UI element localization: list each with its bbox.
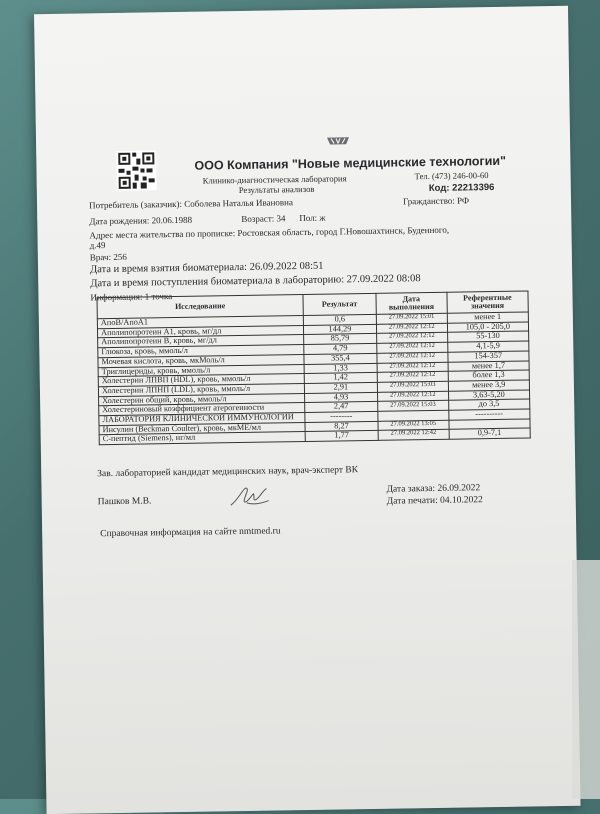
- test-date: 27.09.2022 15:03: [378, 401, 449, 412]
- test-result: 355,4: [304, 353, 377, 364]
- birth-date: Дата рождения: 20.06.1988: [89, 214, 193, 227]
- test-date: 27.09.2022 13:05: [378, 420, 449, 431]
- test-result: 0,6: [303, 314, 376, 325]
- lab-name: Клинико-диагностическая лаборатория: [202, 173, 347, 186]
- test-date: 27.09.2022 12:12: [377, 352, 448, 363]
- test-date: 27.09.2022 15:01: [376, 313, 447, 324]
- test-result: --------: [305, 411, 378, 422]
- test-reference: 3,63-5,20: [448, 390, 530, 401]
- sample-received-time: Дата и время поступления биоматериала в лабораторию: 27.09.2022 08:08: [90, 273, 421, 290]
- address-line-1: Адрес места жительства по прописке: Ростовская область, город Г.Новошахтинск, Буденного,: [89, 224, 450, 241]
- test-reference: менее 1,7: [448, 360, 530, 371]
- results-table: [96, 290, 530, 445]
- print-date: Дата печати: 04.10.2022: [386, 495, 483, 507]
- lab-head-name: Пашков М.В.: [97, 496, 152, 508]
- test-date: 27.09.2022 12:12: [376, 323, 447, 334]
- test-date: 27.09.2022 12:12: [377, 371, 448, 382]
- test-result: 1,42: [304, 373, 377, 384]
- background-paper-edge: [572, 560, 600, 799]
- address-line-2: д.49: [89, 240, 106, 251]
- test-name: Холестерин ЛПВП (HDL), кровь, ммоль/л: [98, 374, 304, 387]
- test-reference: 154-357: [448, 351, 530, 362]
- test-result: 85,79: [304, 334, 377, 345]
- test-reference: 4,1-5,9: [447, 341, 529, 352]
- test-name: Холестерин общий, кровь, ммоль/л: [99, 393, 305, 406]
- header-result: Результат: [303, 293, 376, 315]
- test-name: Мочевая кислота, кровь, мкМоль/л: [98, 354, 304, 367]
- qr-code-icon: [116, 150, 157, 191]
- test-result: 4,93: [305, 392, 378, 403]
- test-reference: 105,0 - 205,0: [447, 322, 529, 333]
- test-name: Холестерин ЛПНП (LDL), кровь, ммоль/л: [98, 383, 304, 396]
- doctor-id: Врач: 256: [89, 251, 127, 263]
- order-date: Дата заказа: 26.09.2022: [386, 483, 481, 495]
- test-result: 1,77: [305, 431, 378, 442]
- patient-sex: Пол: ж: [299, 212, 326, 224]
- test-reference: 55-130: [447, 331, 529, 342]
- section-name: ЛАБОРАТОРИЯ КЛИНИЧЕСКОЙ ИММУНОЛОГИИ: [99, 413, 305, 426]
- patient-age: Возраст: 34: [241, 213, 286, 224]
- header-date: Дата выполнения: [376, 292, 447, 314]
- test-reference: менее 3,9: [448, 380, 530, 391]
- test-name: Триглицериды, кровь, ммоль/л: [98, 364, 304, 377]
- citizenship: Гражданство: РФ: [402, 195, 470, 207]
- test-date: 27.09.2022 12:12: [376, 333, 447, 344]
- test-result: 2,47: [305, 402, 378, 413]
- test-result: 1,33: [304, 363, 377, 374]
- test-date: 27.09.2022 12:12: [377, 342, 448, 353]
- order-code: Код: 22213396: [428, 181, 495, 195]
- test-name: Аполипопротеин А1, кровь, мг/дл: [97, 325, 303, 338]
- test-name: С-пептид (Siemens), нг/мл: [99, 432, 305, 445]
- test-name: Аполипопротеин В, кровь, мг/дл: [98, 335, 304, 348]
- test-reference: до 3,5: [448, 399, 530, 410]
- test-name: Холестериновый коэффициент атерогенности: [99, 403, 305, 416]
- sample-taken-time: Дата и время взятия биоматериала: 26.09.2022 08:51: [89, 260, 324, 276]
- test-result: 8,27: [305, 421, 378, 432]
- paper-sheet: [34, 6, 580, 814]
- signature-icon: [226, 483, 272, 512]
- reference-site: Справочная информация на сайте nmtmed.ru: [100, 526, 281, 540]
- test-date: 27.09.2022 12:12: [377, 362, 448, 373]
- lab-head-title: Зав. лабораторией кандидат медицинских наук, врач-эксперт ВК: [97, 465, 359, 480]
- test-reference: более 1,3: [448, 370, 530, 381]
- test-name: Инсулин (Beckman Coulter), кровь, мкМЕ/мл: [99, 422, 305, 435]
- test-date: 27.09.2022 15:03: [377, 381, 448, 392]
- test-reference: 0,9-7,1: [449, 428, 531, 439]
- test-result: 4,79: [304, 343, 377, 354]
- test-date: 27.09.2022 12:12: [377, 391, 448, 402]
- test-name: АпоВ/АпоА1: [97, 316, 303, 329]
- test-result: 144,29: [303, 324, 376, 335]
- test-reference: ----------: [448, 409, 530, 420]
- document-title: Результаты анализов: [238, 183, 315, 195]
- company-logo-icon: [326, 135, 350, 145]
- info-note: Информация: 1 точка: [90, 291, 173, 303]
- test-result: 2,91: [304, 382, 377, 393]
- header-reference: Референтные значения: [447, 291, 529, 313]
- company-name: ООО Компания "Новые медицинские технологии": [194, 153, 507, 173]
- phone-number: Тел. (473) 246-00-60: [414, 170, 489, 182]
- customer-name: Потребитель (заказчик): Соболева Наталья Ивановна: [88, 197, 294, 211]
- header-test: Исследование: [97, 295, 303, 319]
- test-name: Глюкоза, кровь, ммоль/л: [98, 345, 304, 358]
- test-date: 27.09.2022 12:42: [378, 430, 449, 441]
- test-reference: менее 1: [447, 312, 529, 323]
